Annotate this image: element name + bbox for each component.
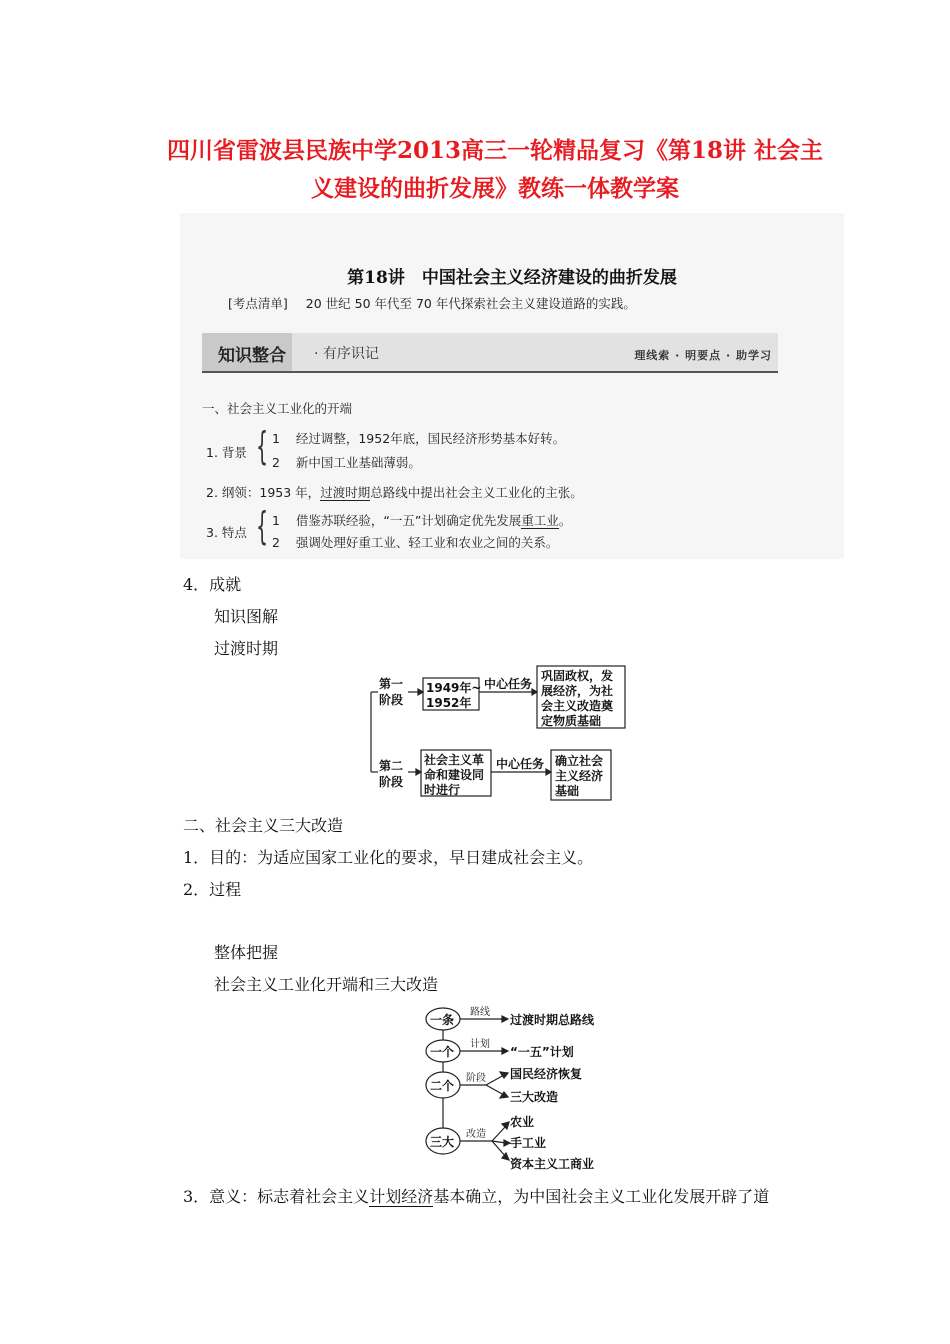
stage2-task: 确立社会 bbox=[555, 754, 604, 768]
document-title-line2: 义建设的曲折发展》教练一体教学案 bbox=[311, 175, 679, 202]
node-relation: 改造 bbox=[466, 1129, 486, 1140]
banner-right: 理线索 · 明要点 · 助学习 bbox=[634, 349, 772, 362]
feature-label: 3. 特点 bbox=[206, 525, 247, 540]
brace-icon: { bbox=[256, 504, 269, 548]
node-relation: 计划 bbox=[470, 1039, 490, 1050]
stage1-label: 阶段 bbox=[379, 693, 404, 707]
kaodian-tag: [考点清单] bbox=[228, 296, 288, 311]
node-circle: 三大 bbox=[430, 1135, 455, 1149]
stage2-label: 阶段 bbox=[379, 775, 404, 789]
stage1-task: 巩固政权，发 bbox=[541, 669, 614, 683]
overall-subheading: 社会主义工业化开端和三大改造 bbox=[214, 975, 439, 994]
background-label: 1. 背景 bbox=[206, 445, 247, 460]
stage1-period: 1949年~ bbox=[426, 681, 482, 695]
banner-main: 知识整合 bbox=[218, 346, 286, 366]
node-relation: 阶段 bbox=[466, 1073, 486, 1084]
stage2-period: 命和建设同 bbox=[424, 768, 485, 782]
background-item: 2 新中国工业基础薄弱。 bbox=[272, 455, 421, 470]
feature-item: 1 借鉴苏联经验，“一五”计划确定优先发展重工业。 bbox=[272, 513, 572, 528]
stage2-period: 时进行 bbox=[424, 783, 461, 797]
stage2-label: 第二 bbox=[379, 759, 404, 773]
stage1-task: 定物质基础 bbox=[541, 714, 602, 728]
textbook-scan bbox=[180, 213, 844, 559]
meaning-line: 3．意义：标志着社会主义计划经济基本确立，为中国社会主义工业化发展开辟了道 bbox=[183, 1187, 770, 1206]
achievement-heading: 4．成就 bbox=[183, 575, 242, 594]
feature-item: 2 强调处理好重工业、轻工业和农业之间的关系。 bbox=[272, 535, 559, 550]
node-target: 农业 bbox=[510, 1115, 535, 1129]
node-target: 三大改造 bbox=[510, 1090, 559, 1104]
stage1-task: 会主义改造奠 bbox=[541, 699, 614, 713]
node-target: 国民经济恢复 bbox=[510, 1067, 583, 1081]
stage1-task: 展经济，为社 bbox=[541, 684, 614, 698]
stage2-task: 基础 bbox=[555, 784, 580, 798]
process-line: 2．过程 bbox=[183, 880, 242, 899]
kaodian-line bbox=[228, 294, 636, 312]
node-target: “一五”计划 bbox=[510, 1045, 574, 1059]
kaodian-text: 20 世纪 50 年代至 70 年代探索社会主义建设道路的实践。 bbox=[305, 296, 636, 311]
node-circle: 一个 bbox=[430, 1045, 455, 1059]
node-relation: 路线 bbox=[470, 1007, 490, 1018]
node-target: 资本主义工商业 bbox=[510, 1157, 595, 1171]
stage1-label: 第一 bbox=[379, 677, 404, 691]
stage1-task-label: 中心任务 bbox=[484, 677, 533, 691]
section2-heading: 二、社会主义三大改造 bbox=[183, 816, 344, 835]
brace-icon: { bbox=[256, 424, 269, 468]
section1-title: 一、社会主义工业化的开端 bbox=[202, 401, 353, 416]
node-circle: 二个 bbox=[430, 1079, 455, 1093]
transition-period-diagram bbox=[366, 662, 632, 804]
document-title bbox=[150, 132, 840, 208]
knowledge-banner bbox=[202, 333, 778, 373]
stage2-period: 社会主义革 bbox=[424, 753, 485, 767]
diagram-heading: 知识图解 bbox=[214, 607, 279, 626]
stage2-task-label: 中心任务 bbox=[496, 757, 545, 771]
node-circle: 一条 bbox=[430, 1013, 455, 1027]
background-item: 1 经过调整，1952年底，国民经济形势基本好转。 bbox=[272, 431, 566, 446]
stage1-period: 1952年 bbox=[426, 696, 472, 710]
overall-heading: 整体把握 bbox=[214, 943, 279, 962]
banner-sub: · 有序识记 bbox=[314, 346, 379, 362]
program-line: 2. 纲领：1953 年，过渡时期总路线中提出社会主义工业化的主张。 bbox=[206, 485, 583, 500]
purpose-line: 1．目的：为适应国家工业化的要求，早日建成社会主义。 bbox=[183, 848, 594, 867]
node-target: 手工业 bbox=[510, 1136, 547, 1150]
stage2-task: 主义经济 bbox=[555, 769, 604, 783]
transition-heading: 过渡时期 bbox=[214, 639, 279, 658]
node-target: 过渡时期总路线 bbox=[510, 1013, 595, 1027]
document-title-line1: 四川省雷波县民族中学2013高三一轮精品复习《第18讲 社会主 bbox=[166, 137, 824, 164]
lecture-title: 第18讲 中国社会主义经济建设的曲折发展 bbox=[347, 268, 677, 288]
transformation-diagram bbox=[420, 1002, 620, 1176]
